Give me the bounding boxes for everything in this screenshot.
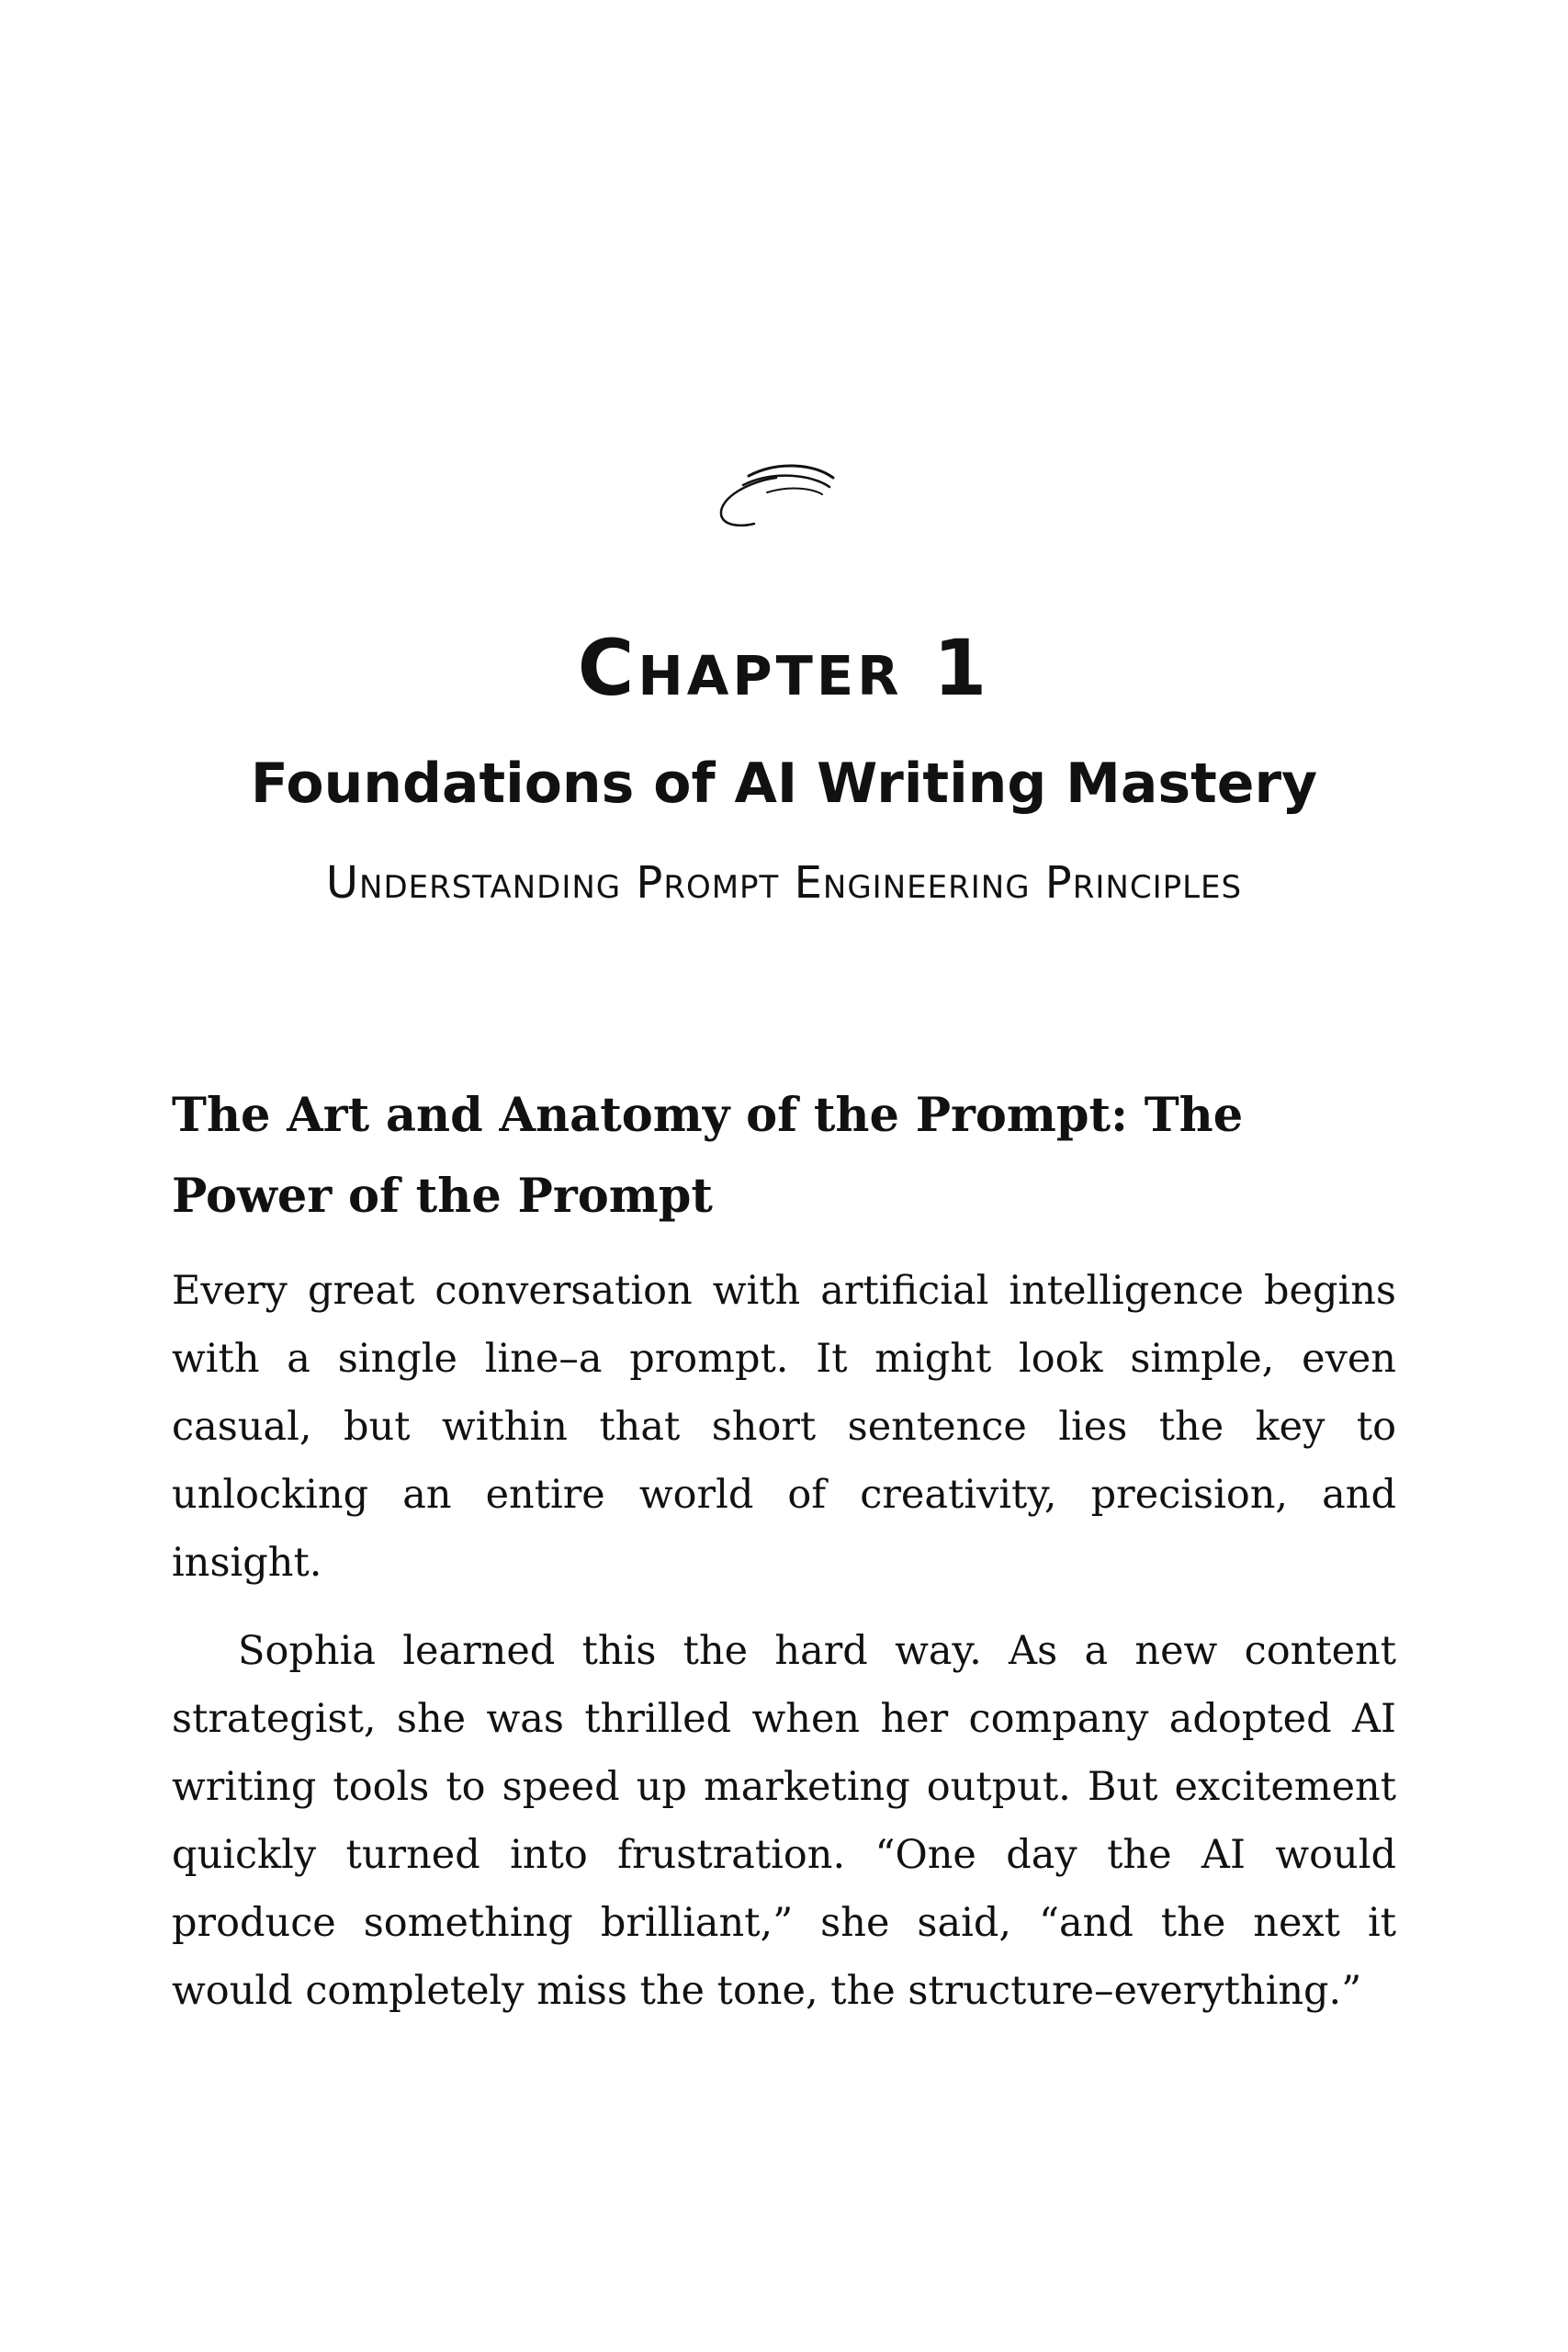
section-heading: The Art and Anatomy of the Prompt: The Power of the Prompt bbox=[172, 1088, 1244, 1224]
flourish-ornament-icon bbox=[712, 450, 840, 533]
chapter-subtitle: Understanding Prompt Engineering Principles bbox=[325, 857, 1243, 909]
body-text bbox=[172, 1257, 1396, 2045]
chapter-label: Chapter 1 bbox=[577, 623, 991, 713]
paragraph-1: Every great conversation with artificial intelligence begins with a single line–a prompt. It might look simple, even casual, but within that short sentence lies the key to unlocking an entire world of creativity, precision, and insight. bbox=[172, 1268, 1396, 1586]
paragraph-2: Sophia learned this the hard way. As a new content strategist, she was thrilled when her company adopted AI writing tools to speed up marketing output. But excitement quickly turned into frustration. “One day the AI would produce something brilliant,” she said, “and the next it would completely miss the tone, the structure–everything.” bbox=[172, 1628, 1396, 2014]
chapter-title: Foundations of AI Writing Mastery bbox=[250, 752, 1318, 816]
